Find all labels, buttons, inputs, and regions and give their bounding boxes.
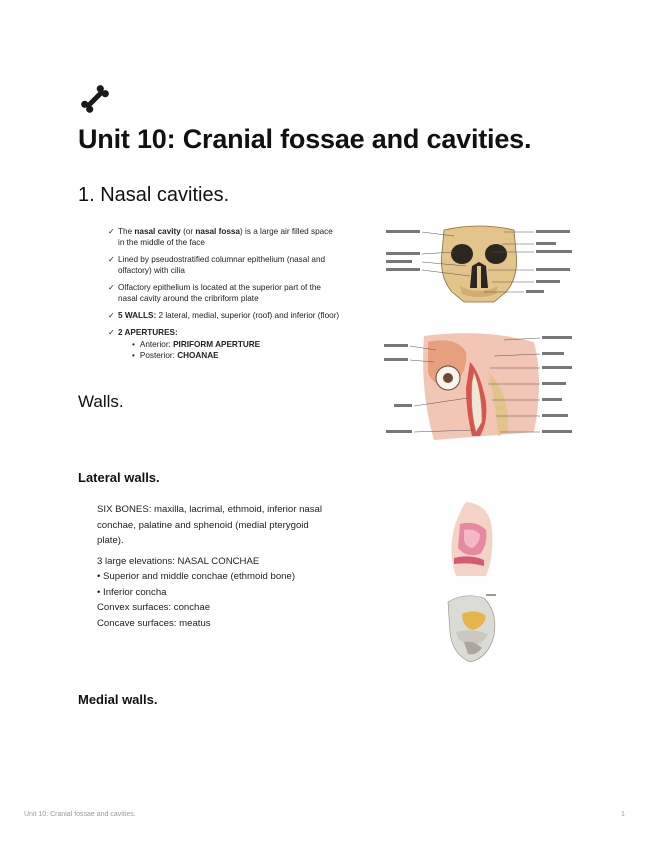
lateral-line: • Inferior concha	[97, 586, 167, 598]
check-icon: ✓	[108, 311, 115, 320]
intro-list	[108, 226, 340, 367]
list-item: ✓ 5 WALLS: 2 lateral, medial, superior (roof) and inferior (floor)	[108, 311, 340, 320]
lateral-line: 3 large elevations: NASAL CONCHAE	[97, 555, 260, 567]
aperture-list	[132, 339, 260, 361]
footer-title: Unit 10: Cranial fossae and cavities.	[24, 811, 136, 818]
lateral-bones-line: SIX BONES: maxilla, lacrimal, ethmoid, inferior nasal conchae, palatine and sphenoid (medial pterygoid plate).	[97, 504, 322, 546]
lateral-line: Convex surfaces: conchae	[97, 602, 211, 613]
skull-illustration	[384, 222, 574, 304]
lateral-line: • Superior and middle conchae (ethmoid bone)	[97, 571, 296, 582]
page-title: Unit 10: Cranial fossae and cavities.	[78, 124, 532, 154]
check-icon: ✓	[108, 227, 115, 236]
walls-heading: Walls.	[78, 392, 124, 411]
lateral-walls-text	[97, 502, 329, 631]
medial-walls-heading: Medial walls.	[78, 692, 158, 707]
aperture-anterior: • Anterior: PIRIFORM APERTURE	[132, 339, 260, 350]
check-icon: ✓	[108, 328, 115, 337]
check-icon: ✓	[108, 283, 115, 292]
sagittal-head-illustration	[446, 500, 496, 578]
list-item: ✓ Lined by pseudostratified columnar epithelium (nasal and olfactory) with cilia	[108, 255, 326, 275]
list-item: ✓ The nasal cavity (or nasal fossa) is a large air filled space in the middle of the face	[108, 227, 333, 247]
section-heading: 1. Nasal cavities.	[78, 184, 230, 206]
lateral-walls-heading: Lateral walls.	[78, 470, 160, 485]
footer-page-number: 1	[621, 811, 625, 818]
check-icon: ✓	[108, 255, 115, 264]
bone-icon	[78, 82, 112, 116]
aperture-posterior: • Posterior: CHOANAE	[132, 350, 260, 361]
list-item: ✓ Olfactory epithelium is located at the superior part of the nasal cavity around the cribriform plate	[108, 283, 321, 303]
lateral-line: Concave surfaces: meatus	[97, 617, 211, 629]
face-dissection-illustration	[384, 332, 574, 444]
lateral-wall-bones-illustration	[444, 592, 500, 664]
list-item: ✓ 2 APERTURES: • Anterior: PIRIFORM APERTURE • Posterior: CHOANAE	[108, 327, 340, 361]
